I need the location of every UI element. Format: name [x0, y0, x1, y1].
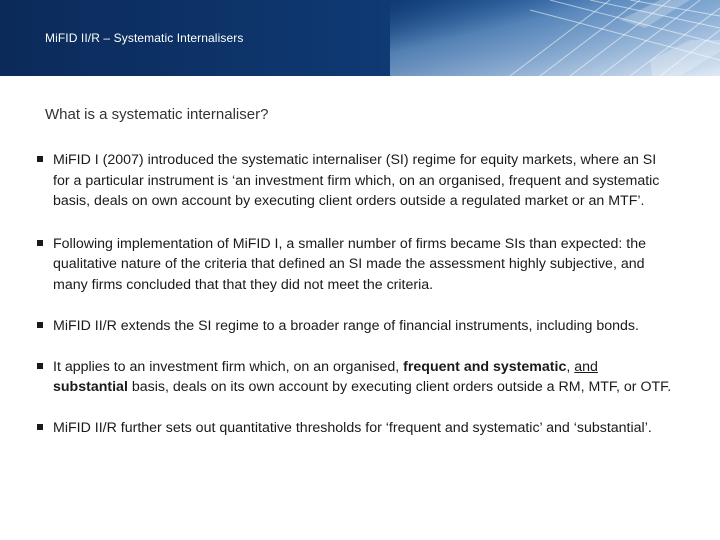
- bullet-text: MiFID I (2007) introduced the systematic internaliser (SI) regime for equity markets, where an SI for a particular instrument is ‘an investment firm which, on an organised, frequent and systematic basis, deals on own account by executing client orders outside a regulated market or an MTF’.: [53, 152, 660, 209]
- bullet-square-icon: [37, 322, 43, 328]
- separator-text: ,: [566, 358, 575, 375]
- bullet-square-icon: [37, 156, 43, 162]
- underlined-text: and: [574, 358, 598, 375]
- bullet-item: [36, 234, 676, 296]
- bullet-text: MiFID II/R further sets out quantitative thresholds for ‘frequent and systematic’ and ‘substantial’.: [53, 419, 652, 436]
- bullet-square-icon: [37, 424, 43, 430]
- bullet-text: Following implementation of MiFID I, a smaller number of firms became SIs than expected: the qualitative nature of the criteria that defined an SI made the assessment highly subjective, and many firms concluded that that they did not meet the criteria.: [53, 235, 646, 293]
- bullet-text: MiFID II/R extends the SI regime to a broader range of financial instruments, including bonds.: [53, 318, 639, 334]
- bullet-text: basis, deals on its own account by executing client orders outside a RM, MTF, or OTF.: [127, 379, 672, 395]
- bullet-item: [36, 418, 676, 439]
- bullet-text: It applies to an investment firm which, on an organised,: [53, 358, 404, 375]
- bullet-square-icon: [37, 240, 43, 246]
- bold-text: substantial: [53, 379, 128, 395]
- bold-text: frequent and systematic: [403, 358, 567, 375]
- bullet-list: [36, 150, 676, 438]
- section-heading: What is a systematic internaliser?: [45, 106, 269, 123]
- building-photo-image: [390, 0, 720, 76]
- bullet-item: [36, 357, 676, 398]
- bullet-item: [36, 150, 676, 212]
- bullet-square-icon: [37, 363, 43, 369]
- bullet-item: [36, 316, 676, 337]
- slide-header: [0, 0, 720, 76]
- slide-title: MiFID II/R – Systematic Internalisers: [45, 31, 244, 45]
